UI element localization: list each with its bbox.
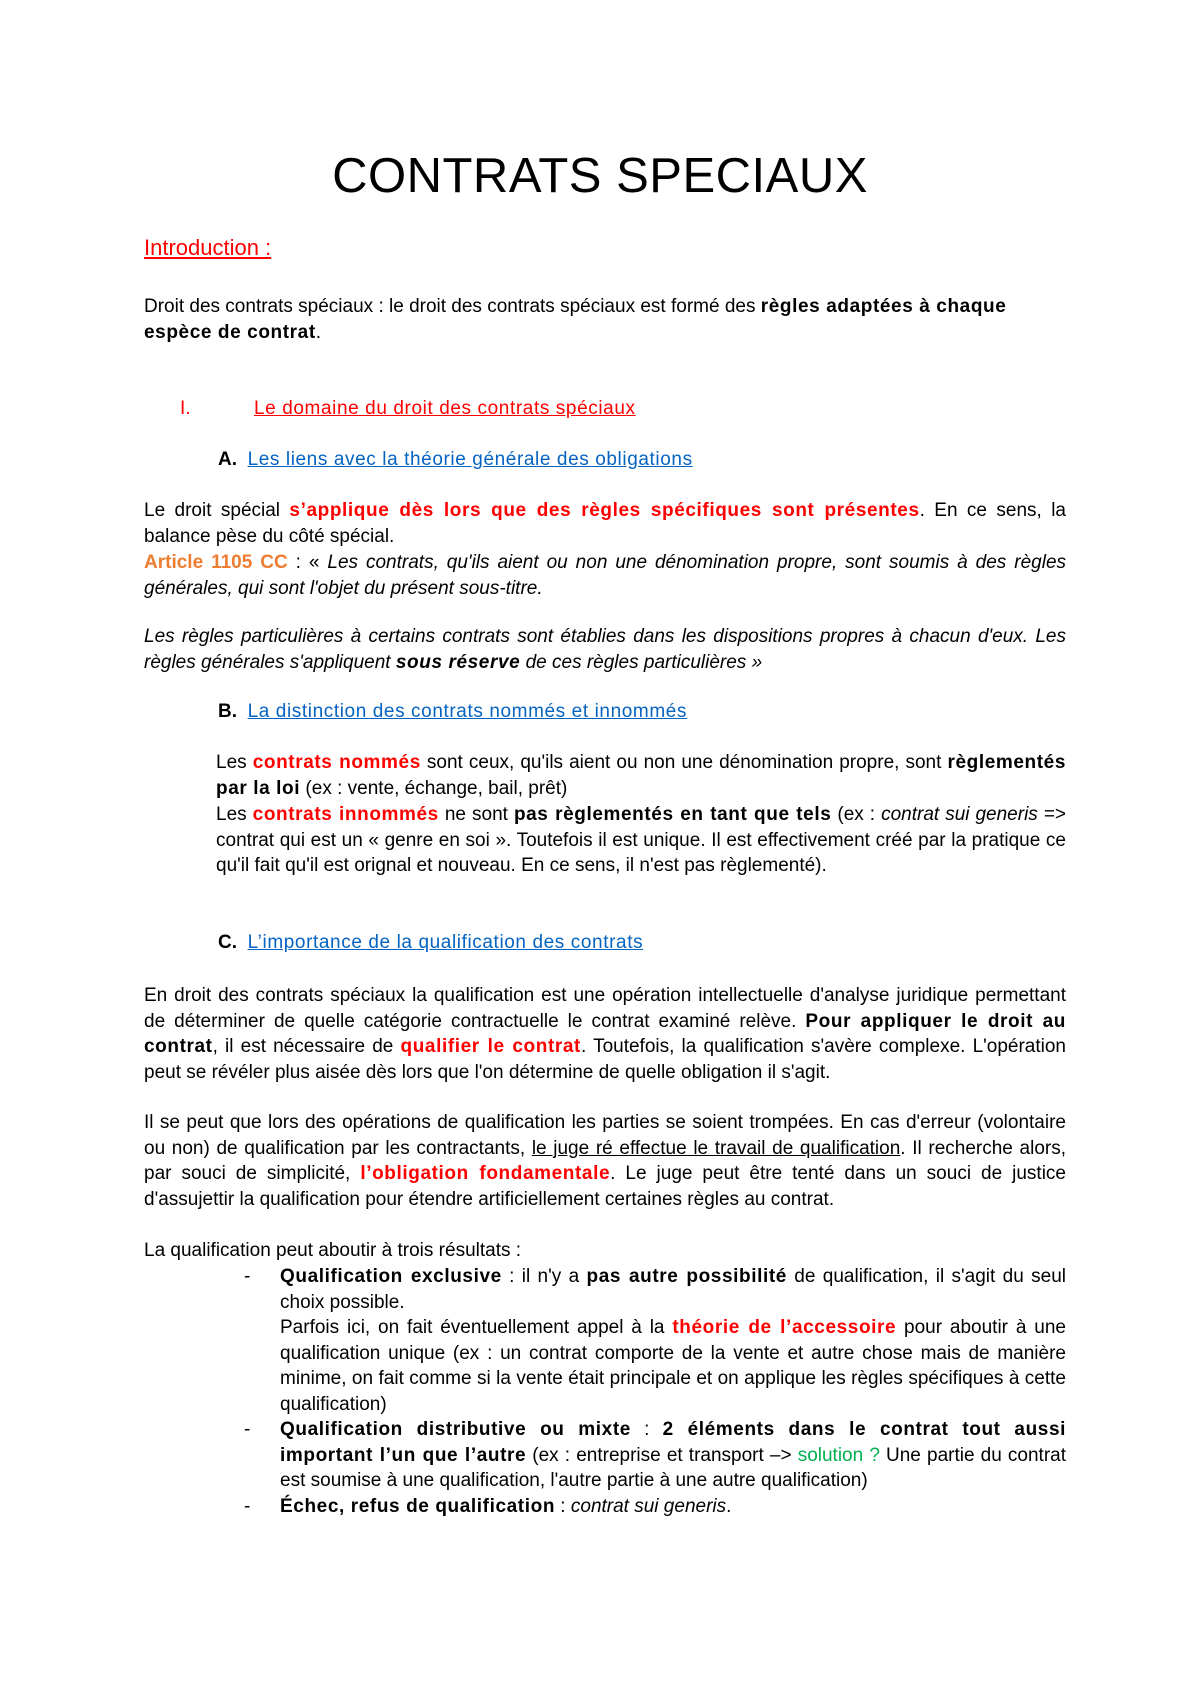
article-quote-bold: sous réserve	[395, 651, 521, 673]
subsection-title: La distinction des contrats nommés et innommés	[247, 701, 688, 722]
item-text: => contrat qui est un « genre en soi ». Toutefois il est unique. Il est effectivement créé par la pratique ce qu'il fait qu'il est orignal et nouveau. En ce sens, il n'est pas règlementé).	[216, 804, 1067, 876]
subsection-heading-c	[218, 930, 1066, 956]
section-number: I.	[180, 398, 191, 419]
special-text: Le droit spécial	[144, 500, 290, 521]
result-item-failure	[244, 1494, 1066, 1520]
result-bold: pas autre possibilité	[586, 1266, 787, 1287]
results-intro: La qualification peut aboutir à trois résultats :	[144, 1240, 522, 1261]
result-text: Une partie du contrat est soumise à une qualification, l'autre partie à une autre qualification)	[280, 1444, 1066, 1491]
results-list	[244, 1264, 1066, 1519]
item-text: (ex : vente, échange, bail, prêt)	[300, 777, 568, 799]
subsection-number: A.	[218, 449, 237, 470]
result-text: de qualification, il s'agit du seul choix possible.	[280, 1266, 1066, 1313]
result-text: .	[726, 1495, 732, 1517]
dash-icon: -	[244, 1419, 251, 1440]
item-highlight: contrats nommés	[252, 752, 421, 773]
article-quote-paragraph	[144, 624, 1066, 675]
qualification-paragraph	[144, 983, 1066, 1085]
result-item-mixed	[244, 1417, 1066, 1494]
list-item-named-contracts	[216, 750, 1066, 801]
error-paragraph	[144, 1110, 1066, 1212]
error-text: Il se peut que lors des opérations de qualification les parties se soient trompées. En cas d'erreur (volontaire ou non) de qualification par les contractants,	[144, 1112, 1066, 1159]
article-quote-part1: Les contrats, qu'ils aient ou non une dénomination propre, sont soumis à des règles générales, qui sont l'objet du présent sous-titre.	[144, 552, 1067, 599]
result-text: :	[630, 1419, 663, 1440]
subsection-number: C.	[218, 932, 237, 953]
dash-icon: -	[244, 1495, 251, 1517]
item-italic: contrat sui generis	[881, 804, 1038, 825]
result-text: (ex : entreprise et transport –>	[526, 1444, 798, 1466]
qualif-bold: Pour appliquer le droit au contrat	[144, 1010, 1066, 1057]
dash-icon: -	[244, 1266, 251, 1287]
result-text: : il n'y a	[501, 1266, 587, 1287]
result-green-note: solution ?	[797, 1444, 880, 1466]
result-text: Parfois ici, on fait éventuellement appel à la	[280, 1317, 673, 1338]
qualif-text: En droit des contrats spéciaux la qualification est une opération intellectuelle d'analyse juridique permettant de déterminer de quelle catégorie contractuelle le contrat examiné relève.	[144, 985, 1066, 1032]
item-text: Les	[216, 752, 253, 773]
article-sep: : «	[287, 552, 328, 573]
intro-heading	[144, 235, 1066, 261]
item-text: Les	[216, 804, 253, 825]
special-highlight: s’applique dès lors que des règles spécifiques sont présentes	[289, 500, 920, 521]
definition-paragraph	[144, 294, 1066, 345]
section-title: Le domaine du droit des contrats spéciaux	[254, 398, 636, 419]
error-text: . Le juge peut être tenté dans un souci de justice d'assujettir la qualification pour étendre artificiellement certaines règles au contrat.	[144, 1163, 1067, 1210]
result-title: Échec, refus de qualification	[280, 1495, 556, 1517]
result-title: Qualification distributive ou mixte	[280, 1419, 631, 1440]
result-italic: contrat sui generis	[570, 1495, 727, 1517]
result-bold: 2 éléments dans le contrat tout aussi important l’un que l’autre	[280, 1419, 1066, 1466]
document-title: CONTRATS SPECIAUX	[332, 149, 868, 203]
item-text: (ex :	[831, 804, 882, 825]
error-underline: le juge ré effectue le travail de qualification	[531, 1137, 901, 1159]
intro-label: Introduction :	[144, 235, 272, 260]
error-highlight: l’obligation fondamentale	[360, 1163, 611, 1184]
definition-end: .	[315, 321, 322, 343]
special-law-paragraph	[144, 498, 1066, 549]
special-end: . En ce sens, la balance pèse du côté spécial.	[144, 500, 1066, 547]
article-reference: Article 1105 CC	[144, 552, 288, 573]
subsection-heading-b	[218, 699, 1066, 725]
definition-text: Droit des contrats spéciaux : le droit des contrats spéciaux est formé des	[144, 296, 761, 317]
item-highlight: contrats innommés	[252, 804, 439, 825]
result-title: Qualification exclusive	[280, 1266, 502, 1287]
subsection-heading-a	[218, 447, 1066, 473]
article-paragraph	[144, 550, 1066, 601]
article-quote-part2: Les règles particulières à certains contrats sont établies dans les dispositions propres à chacun d'eux. Les règles générales s'appliquent	[144, 626, 1066, 673]
qualif-text: . Toutefois, la qualification s'avère complexe. L'opération peut se révéler plus aisée dès lors que l'on détermine de quelle obligation il s'agit.	[144, 1036, 1066, 1083]
list-item-unnamed-contracts	[216, 802, 1066, 879]
item-text: ne sont	[438, 804, 514, 825]
result-item-exclusive	[244, 1264, 1066, 1417]
result-text: :	[555, 1495, 571, 1517]
definition-bold: règles adaptées à chaque espèce de contrat	[144, 296, 1007, 343]
result-highlight: théorie de l’accessoire	[672, 1317, 897, 1338]
qualif-text: , il est nécessaire de	[212, 1036, 401, 1057]
item-text: sont ceux, qu'ils aient ou non une dénomination propre, sont	[420, 752, 948, 773]
subsection-title: Les liens avec la théorie générale des obligations	[247, 449, 693, 470]
error-text: . Il recherche alors, par souci de simplicité,	[144, 1137, 1066, 1184]
subsection-number: B.	[218, 701, 237, 722]
subsection-title: L’importance de la qualification des contrats	[247, 932, 644, 953]
qualif-highlight: qualifier le contrat	[400, 1036, 581, 1057]
result-text: pour aboutir à une qualification unique (ex : un contrat comporte de la vente et autre chose mais de manière minime, on fait comme si la vente était principale et on applique les règles spécifiques à cette qualification)	[280, 1317, 1066, 1415]
section-heading-1	[180, 396, 1066, 422]
article-quote-end: de ces règles particulières »	[520, 651, 763, 673]
item-bold: pas règlementés en tant que tels	[513, 804, 832, 825]
item-bold: règlementés par la loi	[216, 752, 1067, 799]
